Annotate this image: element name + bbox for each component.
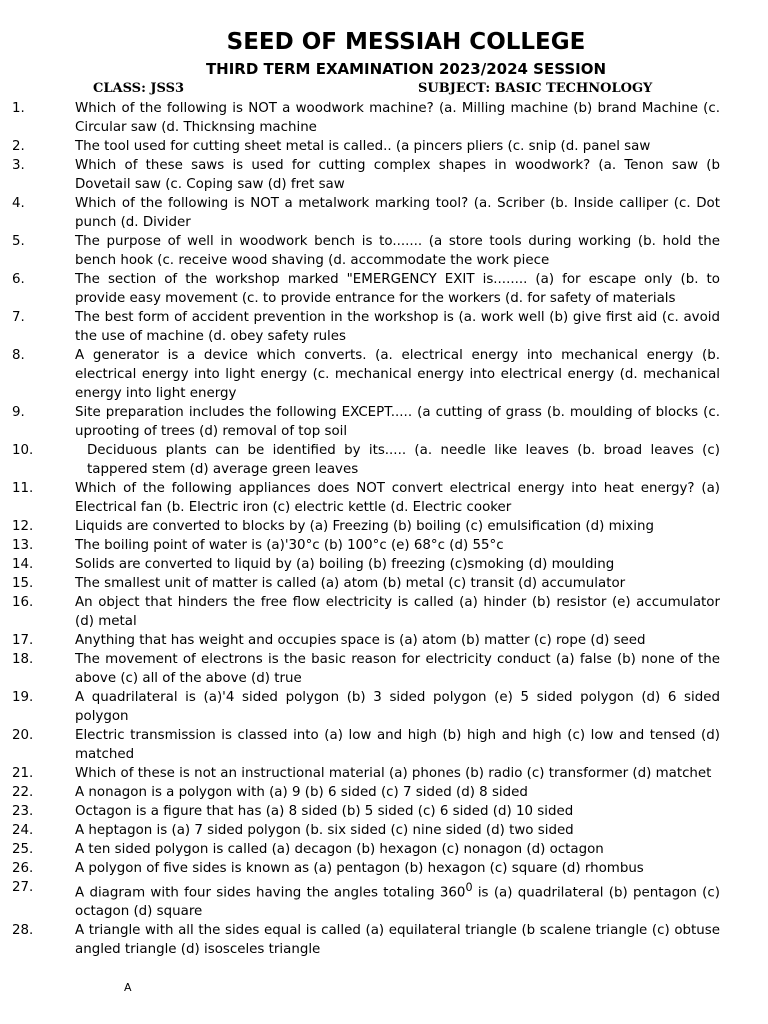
question-number: 9. <box>12 405 25 420</box>
question-item <box>0 441 768 479</box>
question-text: The boiling point of water is (a)'30°c (b) 100°c (e) 68°c (d) 55°c <box>75 538 504 553</box>
question-text: Liquids are converted to blocks by (a) Freezing (b) boiling (c) emulsification (d) mixing <box>75 519 655 534</box>
question-number: 10. <box>12 443 34 458</box>
question-text: Solids are converted to liquid by (a) boiling (b) freezing (c)smoking (d) moulding <box>75 557 615 572</box>
question-item <box>0 650 768 688</box>
question-item <box>0 517 768 536</box>
question-item <box>0 194 768 232</box>
question-number: 17. <box>12 633 34 648</box>
question-text: Which of the following is NOT a metalwork marking tool? (a. Scriber (b. Inside calliper (c. Dot punch (d. Divider <box>75 196 720 230</box>
question-number: 1. <box>12 101 25 116</box>
question-item <box>0 821 768 840</box>
question-number: 12. <box>12 519 34 534</box>
question-number: 15. <box>12 576 34 591</box>
question-text: The tool used for cutting sheet metal is called.. (a pincers pliers (c. snip (d. panel saw <box>75 139 651 154</box>
question-text: Which of the following appliances does NOT convert electrical energy into heat energy? (a) Electrical fan (b. Electric iron (c) electric kettle (d. Electric cooker <box>75 481 720 515</box>
question-number: 3. <box>12 158 25 173</box>
question-number: 7. <box>12 310 25 325</box>
degree-superscript: 0 <box>465 881 473 894</box>
question-number: 23. <box>12 804 34 819</box>
question-number: 14. <box>12 557 34 572</box>
question-text-part: is (a) quadrilateral (b) pentagon (c) octagon (d) square <box>75 885 720 920</box>
question-item <box>0 783 768 802</box>
question-number: 11. <box>12 481 34 496</box>
question-text: Electric transmission is classed into (a) low and high (b) high and high (c) low and tensed (d) matched <box>75 728 720 762</box>
school-name: SEED OF MESSIAH COLLEGE <box>226 29 586 55</box>
question-item <box>0 137 768 156</box>
class-label: CLASS: JSS3 <box>93 81 185 96</box>
question-text-part: A diagram with four sides having the angles totaling 360 <box>75 885 466 901</box>
question-text: Which of these is not an instructional material (a) phones (b) radio (c) transformer (d) matchet <box>75 766 712 781</box>
question-text: A ten sided polygon is called (a) decagon (b) hexagon (c) nonagon (d) octagon <box>75 842 604 857</box>
question-text: The movement of electrons is the basic reason for electricity conduct (a) false (b) none of the above (c) all of the above (d) true <box>75 652 720 686</box>
question-text: An object that hinders the free flow electricity is called (a) hinder (b) resistor (e) accumulator (d) metal <box>75 595 720 629</box>
question-item <box>0 232 768 270</box>
question-text: The purpose of well in woodwork bench is to....... (a store tools during working (b. hold the bench hook (c. receive wood shaving (d. accommodate the work piece <box>75 234 720 268</box>
question-item <box>0 859 768 878</box>
question-item <box>0 346 768 403</box>
question-number: 19. <box>12 690 34 705</box>
question-number: 18. <box>12 652 34 667</box>
subject-label: SUBJECT: BASIC TECHNOLOGY <box>418 81 653 96</box>
question-item <box>0 878 768 921</box>
question-text: A polygon of five sides is known as (a) pentagon (b) hexagon (c) square (d) rhombus <box>75 861 644 876</box>
question-number: 5. <box>12 234 25 249</box>
question-item <box>0 156 768 194</box>
question-item <box>0 726 768 764</box>
question-number: 8. <box>12 348 25 363</box>
question-item <box>0 764 768 783</box>
question-item <box>0 574 768 593</box>
question-number: 20. <box>12 728 34 743</box>
question-item <box>0 921 768 959</box>
question-text: A nonagon is a polygon with (a) 9 (b) 6 sided (c) 7 sided (d) 8 sided <box>75 785 528 800</box>
question-text: A heptagon is (a) 7 sided polygon (b. six sided (c) nine sided (d) two sided <box>75 823 574 838</box>
question-item <box>0 840 768 859</box>
question-item <box>0 308 768 346</box>
question-text: A generator is a device which converts. (a. electrical energy into mechanical energy (b. electrical energy into light energy (c. mechanical energy into electrical energy (d. mechanical energy into light energy <box>75 348 720 401</box>
question-text: Which of these saws is used for cutting complex shapes in woodwork? (a. Tenon saw (b Dovetail saw (c. Coping saw (d) fret saw <box>75 158 720 192</box>
question-text: The section of the workshop marked "EMERGENCY EXIT is........ (a) for escape only (b. to provide easy movement (c. to provide entrance for the workers (d. for safety of materials <box>75 272 720 306</box>
question-item <box>0 631 768 650</box>
question-text: Which of the following is NOT a woodwork machine? (a. Milling machine (b) brand Machine (c. Circular saw (d. Thicknsing machine <box>75 101 720 135</box>
question-number: 21. <box>12 766 34 781</box>
question-item <box>0 403 768 441</box>
question-item <box>0 593 768 631</box>
question-number: 16. <box>12 595 34 610</box>
question-number: 2. <box>12 139 25 154</box>
question-number: 6. <box>12 272 25 287</box>
question-text: A quadrilateral is (a)'4 sided polygon (b) 3 sided polygon (e) 5 sided polygon (d) 6 sided polygon <box>75 690 720 724</box>
question-number: 27. <box>12 880 34 895</box>
question-list <box>0 99 768 959</box>
question-item <box>0 688 768 726</box>
question-number: 25. <box>12 842 34 857</box>
question-text: Anything that has weight and occupies space is (a) atom (b) matter (c) rope (d) seed <box>75 633 646 648</box>
page-mark: A <box>124 981 132 994</box>
question-item <box>0 479 768 517</box>
question-number: 4. <box>12 196 25 211</box>
question-number: 28. <box>12 923 34 939</box>
question-number: 13. <box>12 538 34 553</box>
question-number: 22. <box>12 785 34 800</box>
question-text: A triangle with all the sides equal is called (a) equilateral triangle (b scalene triangle (c) obtuse angled triangle (d) isosceles triangle <box>75 923 720 958</box>
question-text: Site preparation includes the following EXCEPT..... (a cutting of grass (b. moulding of blocks (c. uprooting of trees (d) removal of top soil <box>75 405 720 439</box>
question-item <box>0 99 768 137</box>
question-item <box>0 802 768 821</box>
question-text: Deciduous plants can be identified by its..... (a. needle like leaves (b. broad leaves (c) tappered stem (d) average green leaves <box>87 443 720 477</box>
question-number: 24. <box>12 823 34 838</box>
question-text: The smallest unit of matter is called (a) atom (b) metal (c) transit (d) accumulator <box>75 576 626 591</box>
question-item <box>0 270 768 308</box>
exam-title: THIRD TERM EXAMINATION 2023/2024 SESSION <box>205 60 607 78</box>
question-number: 26. <box>12 861 34 876</box>
question-text <box>75 878 720 921</box>
question-item <box>0 555 768 574</box>
question-text: The best form of accident prevention in the workshop is (a. work well (b) give first aid (c. avoid the use of machine (d. obey safety rules <box>75 310 720 344</box>
question-text: Octagon is a figure that has (a) 8 sided (b) 5 sided (c) 6 sided (d) 10 sided <box>75 804 574 819</box>
question-item <box>0 536 768 555</box>
